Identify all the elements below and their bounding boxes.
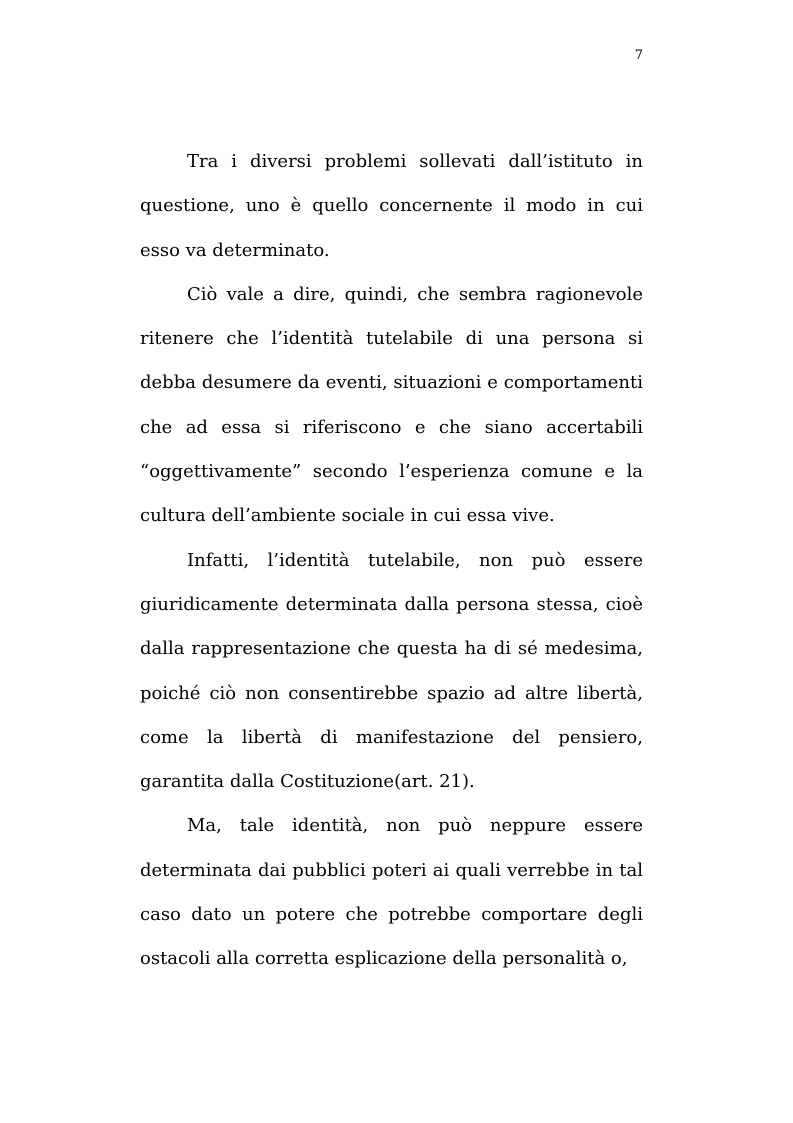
paragraph-3: Infatti, l’identità tutelabile, non può essere giuridicamente determinata dalla persona stessa, cioè dalla rappresentazione che questa ha di sé medesima, poiché ciò non consentirebbe spazio ad altre libertà, come la libertà di manifestazione del pensiero, garantita dalla Costituzione(art. 21). <box>140 549 643 793</box>
paragraph-4: Ma, tale identità, non può neppure essere determinata dai pubblici poteri ai quali verrebbe in tal caso dato un potere che potrebbe comportare degli ostacoli alla corretta esplicazione della personalità o, <box>140 815 643 970</box>
paragraph-1: Tra i diversi problemi sollevati dall’istituto in questione, uno è quello concernente il modo in cui esso va determinato. <box>140 151 643 261</box>
body-text <box>140 140 643 982</box>
paragraph-2: Ciò vale a dire, quindi, che sembra ragionevole ritenere che l’identità tutelabile di una persona si debba desumere da eventi, situazioni e comportamenti che ad essa si riferiscono e che siano accertabili “oggettivamente” secondo l’esperienza comune e la cultura dell’ambiente sociale in cui essa vive. <box>140 283 643 527</box>
page-number: 7 <box>634 48 643 63</box>
